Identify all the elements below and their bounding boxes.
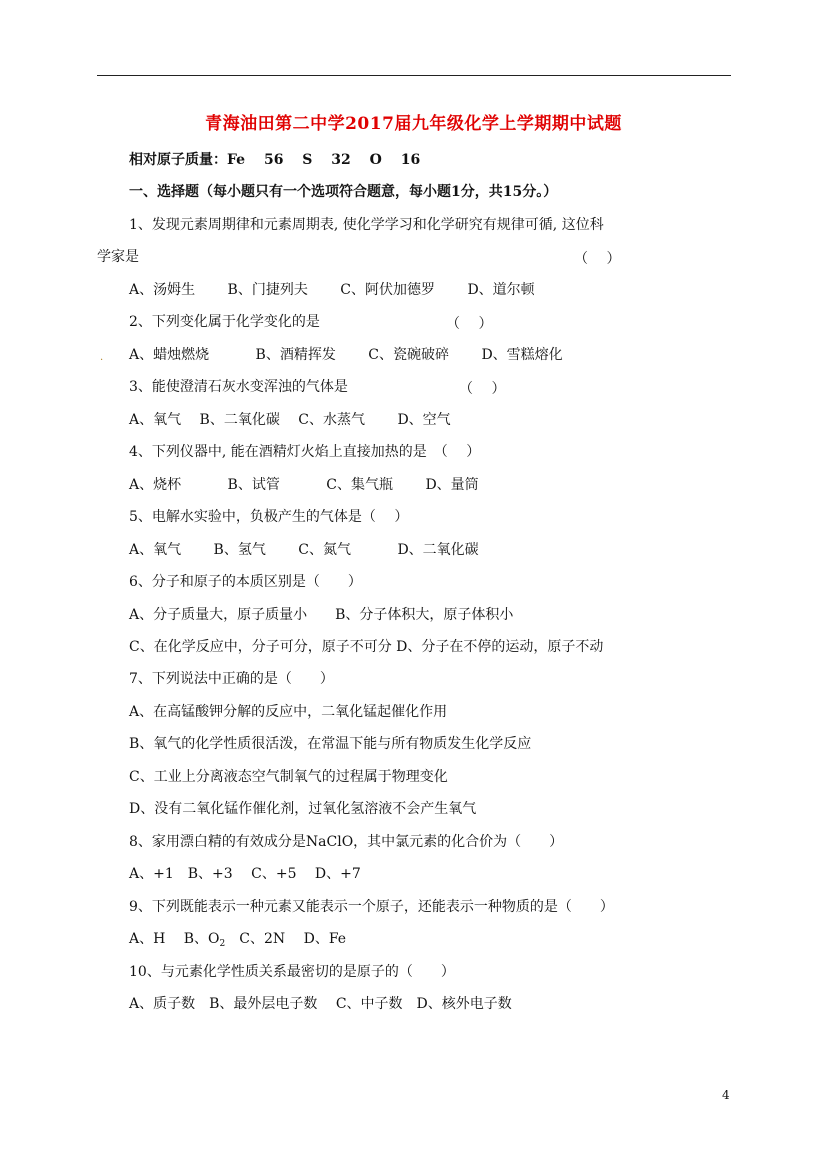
q10-options: A、质子数 B、最外层电子数 C、中子数 D、核外电子数 — [129, 996, 512, 1012]
q3-stem: 3、能使澄清石灰水变浑浊的气体是 — [129, 379, 348, 395]
q1-stem-cont: 学家是 — [97, 249, 139, 265]
q9-options-prefix: A、H B、O — [129, 931, 220, 947]
q1-answer-paren: （ ） — [574, 251, 621, 267]
q4-stem: 4、下列仪器中, 能在酒精灯火焰上直接加热的是 （ ） — [129, 444, 481, 460]
q10-stem: 10、与元素化学性质关系最密切的是原子的（ ） — [129, 964, 455, 980]
page-title: 青海油田第二中学2017届九年级化学上学期期中试题 — [205, 114, 622, 134]
q5-stem: 5、电解水实验中，负极产生的气体是（ ） — [129, 509, 409, 525]
q6-options-ab: A、分子质量大，原子质量小 B、分子体积大，原子体积小 — [129, 607, 514, 623]
q2-stem: 2、下列变化属于化学变化的是 — [129, 314, 320, 330]
q2-answer-paren: （ ） — [446, 316, 493, 332]
q6-stem: 6、分子和原子的本质区别是（ ） — [129, 574, 362, 590]
stray-dot: . — [100, 352, 104, 363]
q6-options-cd: C、在化学反应中，分子可分，原子不可分 D、分子在不停的运动，原子不动 — [129, 639, 604, 655]
q2-options: A、蜡烛燃烧 B、酒精挥发 C、瓷碗破碎 D、雪糕熔化 — [129, 347, 563, 363]
q3-answer-paren: （ ） — [459, 381, 506, 397]
section-heading: 一、选择题（每小题只有一个选项符合题意，每小题1分，共15分。） — [129, 184, 558, 200]
q7-option-c: C、工业上分离液态空气制氧气的过程属于物理变化 — [129, 769, 448, 785]
q3-options: A、氧气 B、二氧化碳 C、水蒸气 D、空气 — [129, 412, 451, 428]
q7-option-b: B、氧气的化学性质很活泼，在常温下能与所有物质发生化学反应 — [129, 736, 532, 752]
q9-options-suffix: C、2N D、Fe — [225, 931, 347, 947]
q7-option-d: D、没有二氧化锰作催化剂，过氧化氢溶液不会产生氧气 — [129, 801, 477, 817]
page-number: 4 — [722, 1088, 730, 1102]
q8-stem: 8、家用漂白精的有效成分是NaClO，其中氯元素的化合价为（ ） — [129, 834, 564, 850]
atomic-mass-line: 相对原子质量：Fe 56 S 32 O 16 — [129, 152, 421, 168]
q8-options: A、+1 B、+3 C、+5 D、+7 — [129, 866, 361, 882]
q1-options: A、汤姆生 B、门捷列夫 C、阿伏加德罗 D、道尔顿 — [129, 282, 535, 298]
q1-stem: 1、发现元素周期律和元素周期表, 使化学学习和化学研究有规律可循, 这位科 — [129, 217, 604, 233]
q7-stem: 7、下列说法中正确的是（ ） — [129, 671, 334, 687]
header-rule — [97, 75, 731, 76]
q4-options: A、烧杯 B、试管 C、集气瓶 D、量筒 — [129, 477, 479, 493]
q7-option-a: A、在高锰酸钾分解的反应中，二氧化锰起催化作用 — [129, 704, 448, 720]
q5-options: A、氧气 B、氢气 C、氮气 D、二氧化碳 — [129, 542, 479, 558]
q9-stem: 9、下列既能表示一种元素又能表示一个原子，还能表示一种物质的是（ ） — [129, 899, 614, 915]
q9-options — [129, 930, 346, 953]
q9-subscript: 2 — [219, 939, 226, 949]
